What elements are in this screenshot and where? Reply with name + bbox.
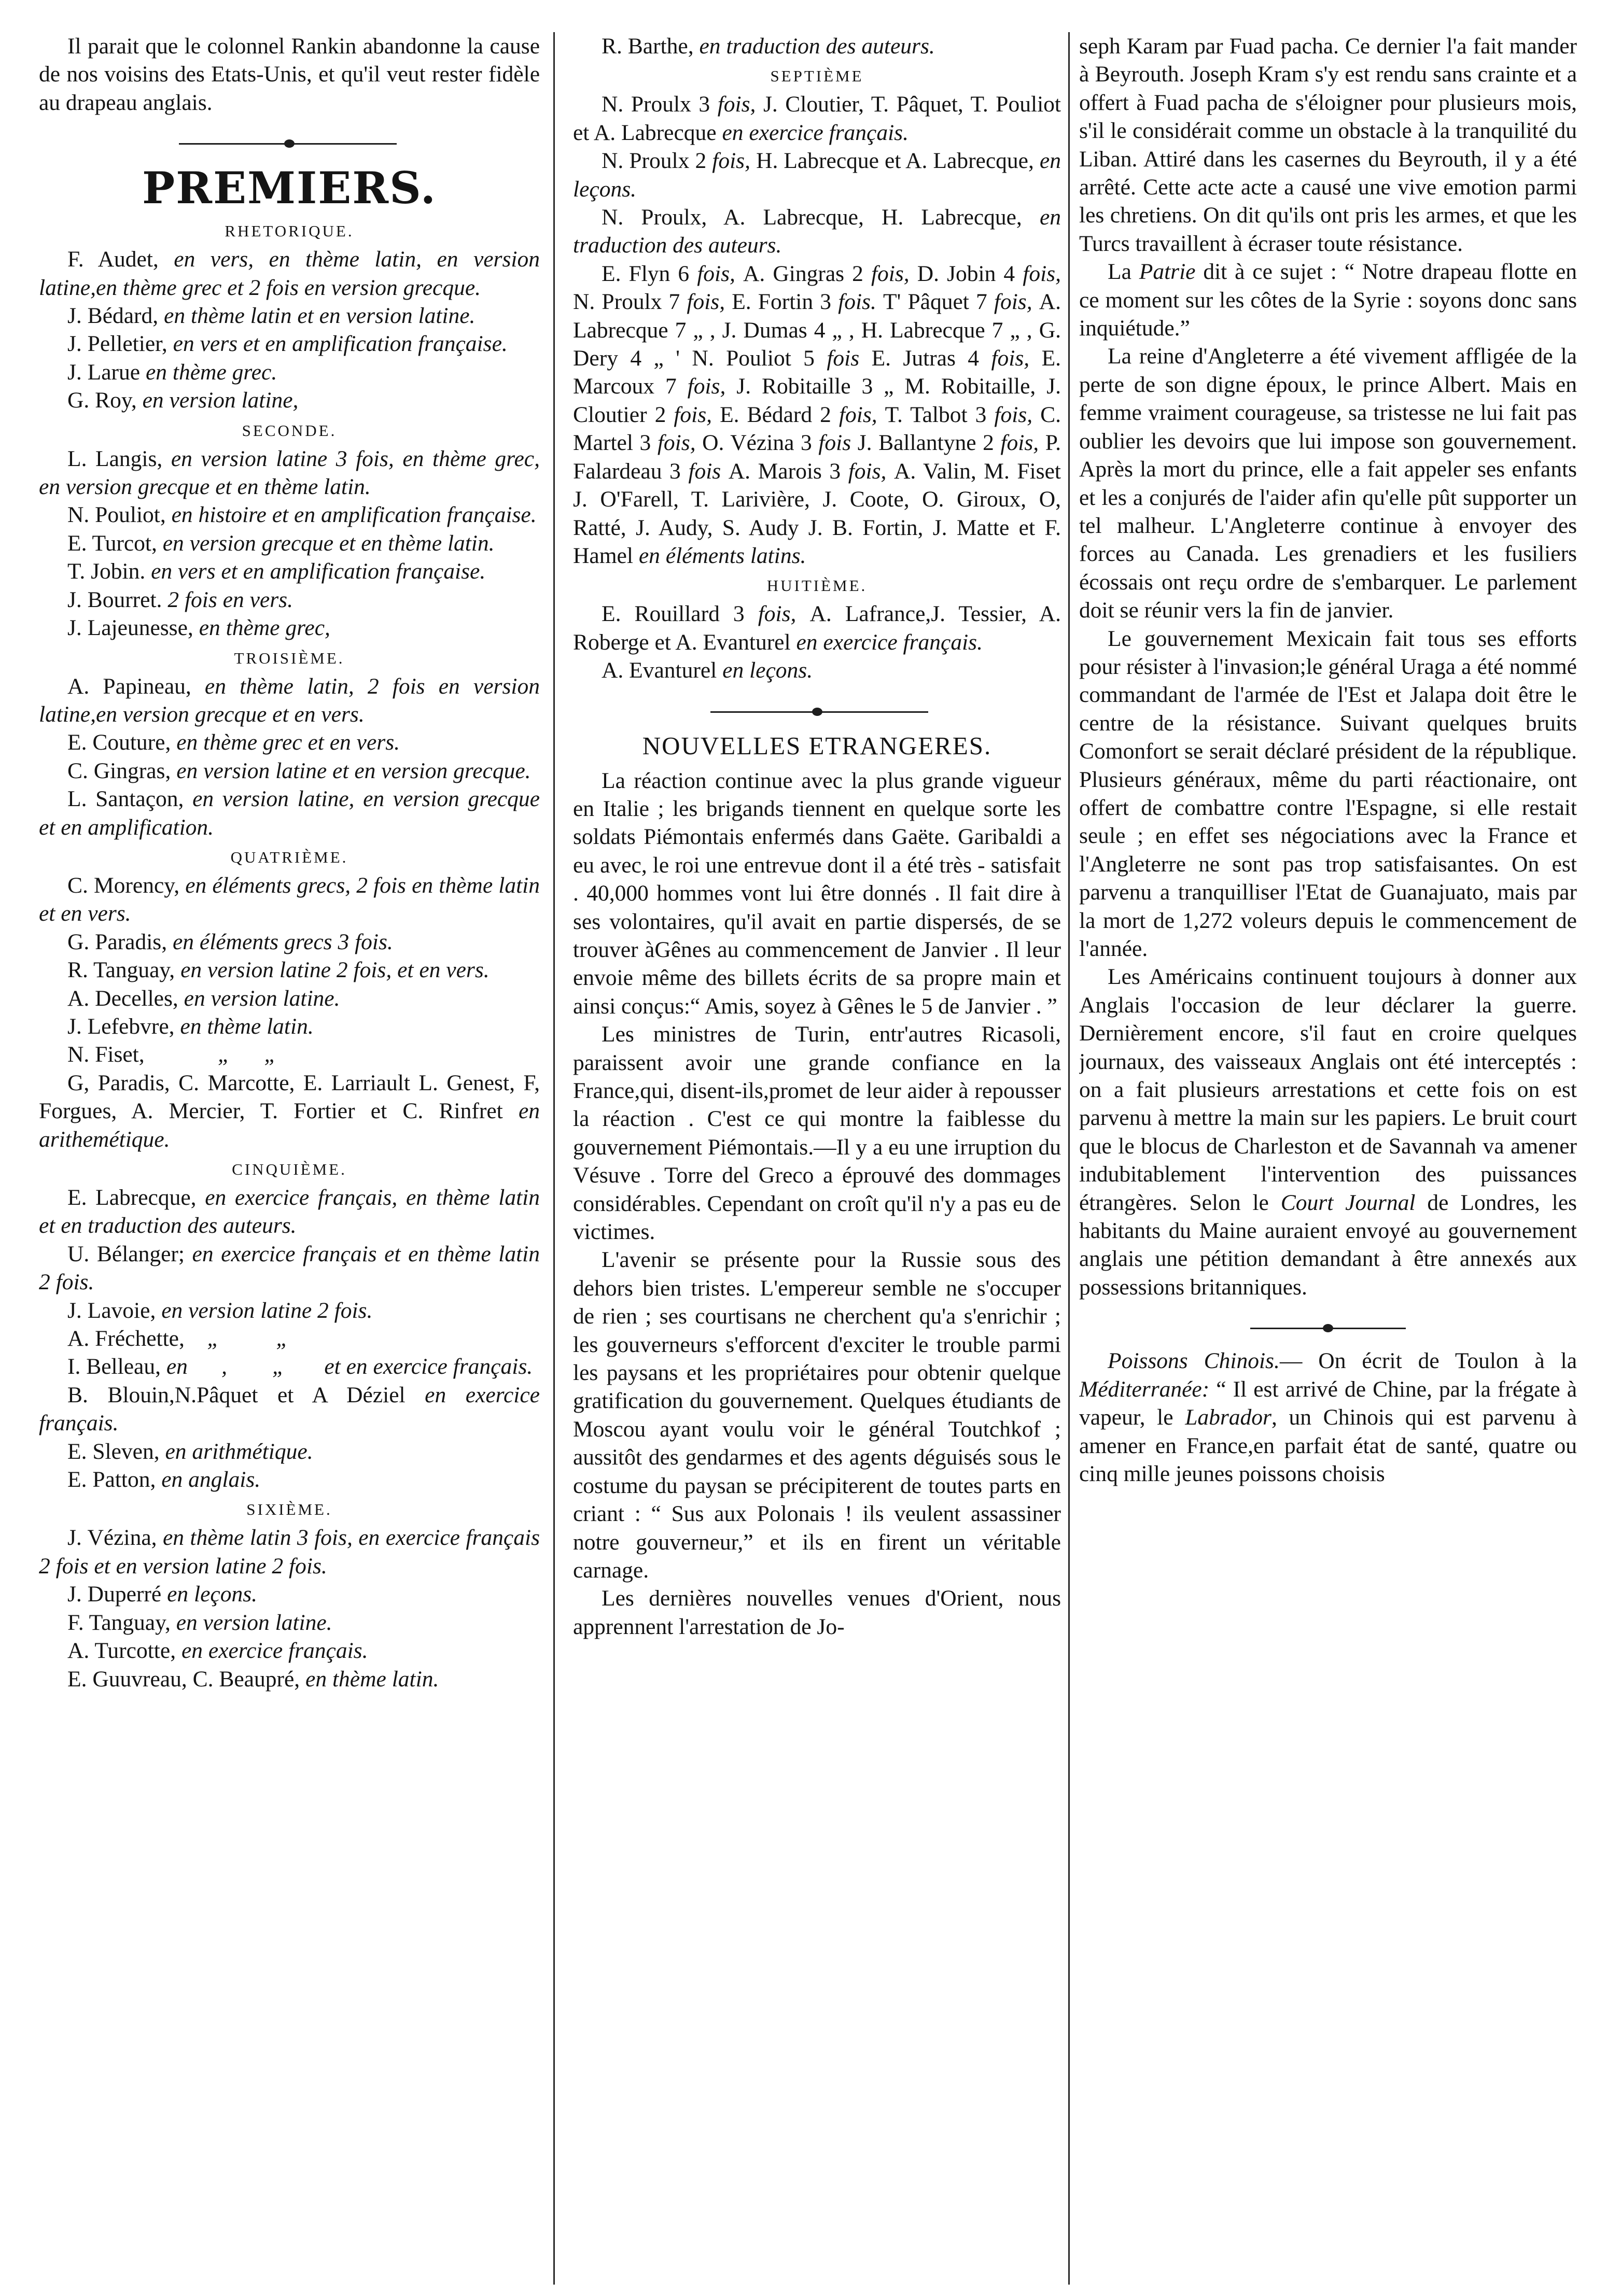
italic-text: fois, <box>758 601 810 627</box>
italic-text: Labrador <box>1185 1405 1271 1430</box>
list-item <box>39 501 540 529</box>
italic-text: fois, <box>848 458 894 484</box>
list-item <box>39 1381 540 1438</box>
list-item <box>39 358 540 386</box>
list-item <box>39 1297 540 1325</box>
entry-text: J. Larue <box>67 359 146 385</box>
entry-text: E. Fortin 3 <box>732 289 839 315</box>
entry-text: A. Gingras 2 <box>743 261 871 286</box>
list-item <box>39 386 540 414</box>
entry-text: E. Rouillard 3 <box>602 601 758 627</box>
italic-text: fois, <box>697 261 743 286</box>
italic-text: en version latine 2 fois, et en vers. <box>180 957 490 983</box>
entry-text: F. Tanguay, <box>67 1610 176 1635</box>
italic-text: fois, <box>839 402 885 427</box>
ornament-divider <box>1079 1319 1577 1337</box>
entry-text: H. Labrecque et A. Labrecque, <box>756 148 1040 174</box>
italic-text: fois. <box>838 289 883 315</box>
news-paragraph <box>1079 625 1577 963</box>
entry-text: J. Lavoie, <box>67 1298 162 1323</box>
prize-list-continued <box>573 32 1061 60</box>
list-item <box>39 728 540 756</box>
column-right <box>1079 32 1577 2285</box>
entry-text: D. Jobin 4 <box>917 261 1023 286</box>
entry-text: A. Fréchette, <box>67 1326 190 1351</box>
class-heading: SECONDE. <box>242 421 337 440</box>
italic-text: en leçons. <box>722 658 813 683</box>
entry-text: A. Papineau, <box>67 673 205 699</box>
entry-text: N. Pouliot, <box>67 502 172 528</box>
entry-text: E. Turcot, <box>67 530 163 556</box>
news-paragraph <box>1079 258 1577 342</box>
news-paragraph <box>1079 342 1577 624</box>
entry-text: seph Karam par Fuad pacha. Ce dernier l'a fait mander à Beyrouth. Joseph Kram s'y est rendu sans crainte et a offert à Fuad pacha de s'éloigner pour plusieurs mois, s'il le considérait comme un obstacle à la tranquilité du Liban. Attiré dans les casernes du Beyrouth, il y a été arrêté. Cette acte acte a causé une vive emotion parmi les chretiens. On dit qu'ils ont pris les armes, et que les Turcs travaillent à écraser toute résistance. <box>1079 34 1577 256</box>
italic-text: fois, <box>871 261 917 286</box>
italic-text: en exercice français et en thème latin 2 fois. <box>39 1241 540 1295</box>
list-item <box>573 32 1061 60</box>
italic-text: Court Journal <box>1280 1190 1416 1215</box>
list-item <box>39 1325 540 1353</box>
entry-text: B. Blouin,N.Pâquet et A Déziel <box>67 1382 425 1407</box>
list-item <box>39 956 540 984</box>
italic-text: en exercice français. <box>722 120 909 145</box>
italic-text: en version latine. <box>184 985 340 1011</box>
column-left <box>39 32 540 2285</box>
italic-text: Patrie <box>1139 259 1196 285</box>
list-item <box>39 1069 540 1153</box>
entry-text: U. Bélanger; <box>67 1241 192 1266</box>
entry-text: N. Proulx, A. Labrecque, H. Labrecque, <box>602 205 1040 230</box>
list-item <box>573 600 1061 656</box>
news-title: NOUVELLES ETRANGERES. <box>642 731 992 760</box>
entry-text: Le gouvernement Mexicain fait tous ses efforts pour résister à l'invasion;le général Uraga a été nommé commandant de l'armée de l'Est et Jalapa doit être le centre de la résistance. Suivant quelques bruits Comonfort se serait déclaré président de la république. Plusieurs généraux, même du parti réactionaire, ont offert de combattre contre l'Espagne, si elle restait seule ; en effet ses négociations avec la France et l'Angleterre ne sont pas trop satisfaisantes. On est parvenu a tranquilliser l'Etat de Guanajuato, mais par la mort de 1,272 voleurs depuis le commencement de l'année. <box>1079 626 1577 961</box>
entry-text: E. Patton, <box>67 1467 162 1492</box>
entry-text: J. Lefebvre, <box>67 1013 180 1039</box>
prize-list <box>573 63 1061 684</box>
section-title: PREMIERS. <box>142 162 437 214</box>
italic-text: en thème grec. <box>145 359 277 385</box>
italic-text: fois, <box>712 148 757 174</box>
entry-text: C. Gingras, <box>67 758 177 783</box>
italic-text: en version latine, <box>142 388 299 413</box>
italic-text: en traduction des auteurs. <box>573 205 1061 258</box>
italic-text: „ „ <box>150 1042 277 1067</box>
italic-text: en version latine et en version grecque. <box>176 758 531 783</box>
italic-text: en version latine. <box>176 1610 332 1635</box>
entry-text: E. Marcoux 7 <box>573 346 1061 399</box>
entry-text: J. Cloutier, T. Pâquet, T. Pouliot et A. Labrecque <box>573 92 1061 145</box>
news-article <box>573 767 1061 1641</box>
news-paragraph: L'avenir se présente pour la Russie sous des dehors bien tristes. L'empereur semble ne s'occuper de rien ; ses courtisans ne cherchent qu'a s'enrichir ; les gouverneurs s'efforcent d'exciter le trouble parmi les paysans et les propriétaires pour obtenir quelque gratification du gouvernement. Quelques étudiants de Moscou ayant voulu voir le général Toutchkof ; aussitôt des gendarmes et des agents déguisés sous le costume du paysan se précipiterent de toutes parts en criant : “ Sus aux Polonais ! ils veulent assassiner notre gouverneur,” et ils en firent un véritable carnage. <box>573 1247 1061 1583</box>
list-item <box>39 1609 540 1637</box>
entry-text: J. Duperré <box>67 1582 167 1607</box>
italic-text: „ „ <box>190 1326 289 1351</box>
italic-text: en exercice français, en thème latin et en traduction des auteurs. <box>39 1185 540 1238</box>
entry-text: N. Fiset, <box>67 1042 150 1067</box>
class-heading: TROISIÈME. <box>234 649 345 667</box>
list-item <box>573 147 1061 203</box>
italic-text: 2 fois en vers. <box>167 587 293 612</box>
list-item <box>39 1665 540 1693</box>
italic-text: fois <box>818 430 858 456</box>
italic-text: en arithemétique. <box>39 1098 540 1152</box>
italic-text: en version latine 2 fois. <box>161 1298 373 1323</box>
list-item <box>39 445 540 501</box>
list-item <box>39 1524 540 1580</box>
entry-text: A. Lafrance,J. Tessier, A. Roberge et A. Evanturel <box>573 601 1061 655</box>
list-item <box>39 1240 540 1297</box>
entry-text: J. Robitaille 3 „ M. Robitaille, J. Cloutier 2 <box>573 374 1061 427</box>
ornament-divider <box>573 702 1061 721</box>
entry-text: G. Paradis, <box>67 929 173 954</box>
entry-text: N. Proulx 7 <box>573 289 687 315</box>
italic-text: en thème latin. <box>180 1013 314 1039</box>
column-rule <box>553 32 555 2285</box>
list-item <box>39 1040 540 1068</box>
entry-text: de Londres, les habitants du Maine auraient envoyé au gouvernement anglais une pétition demandant à être annexés aux possessions britanniques. <box>1079 1190 1577 1300</box>
list-item <box>39 557 540 585</box>
entry-text: N. Proulx 3 <box>602 92 718 117</box>
list-item <box>39 1353 540 1381</box>
entry-text: J. Vézina, <box>67 1525 163 1551</box>
italic-text: fois, <box>991 346 1042 371</box>
entry-text: G. Roy, <box>67 388 143 413</box>
entry-text: E. Bédard 2 <box>720 402 839 427</box>
italic-text: en traduction des auteurs. <box>699 34 935 59</box>
list-item <box>39 757 540 785</box>
news-paragraph: Les dernières nouvelles venues d'Orient, nous apprennent l'arrestation de Jo- <box>573 1586 1061 1639</box>
italic-text: en thème grec, <box>199 615 330 641</box>
entry-text: A. Labrecque 7 „ , J. Dumas 4 „ , H. Labrecque 7 „ , G. Dery 4 „ ' N. Pouliot 5 <box>573 289 1061 371</box>
italic-text: en arithmétique. <box>165 1439 313 1464</box>
list-item <box>39 785 540 841</box>
list-item <box>39 928 540 956</box>
entry-text: E. Sleven, <box>67 1439 165 1464</box>
list-item <box>39 614 540 642</box>
entry-text: Les Américains continuent toujours à donner aux Anglais l'occasion de leur déclarer la guerre. Dernièrement encore, s'il faut en croire quelques journaux, des vaisseaux Anglais ont été interceptés : on a fait plusieurs arrestations et cette fois on est parvenu à mettre la main sur les papiers. Le bruit court que le blocus de Charleston et de Savannah va amener indubitablement l'intervention des puissances étrangères. Selon le <box>1079 964 1577 1215</box>
list-item <box>39 302 540 330</box>
column-middle <box>573 32 1061 2285</box>
italic-text: en version grecque et en thème latin. <box>162 530 495 556</box>
entry-text: R. Barthe, <box>602 34 700 59</box>
entry-text: — On écrit de Toulon à la <box>1279 1348 1577 1374</box>
entry-text: C. Morency, <box>67 872 186 898</box>
entry-text: E. Couture, <box>67 730 177 755</box>
entry-text: J. Lajeunesse, <box>67 615 199 641</box>
entry-text: T. Jobin. <box>67 559 151 584</box>
entry-text: , un Chinois qui est parvenu à amener en France,en parfait état de santé, quatre ou cinq mille jeunes poissons choisis <box>1079 1405 1577 1486</box>
entry-text: J. Bédard, <box>67 303 164 329</box>
news-paragraph <box>1079 963 1577 1301</box>
italic-text: en , „ et en exercice français. <box>166 1354 533 1379</box>
italic-text: en anglais. <box>161 1467 261 1492</box>
ornament-divider <box>39 134 540 153</box>
italic-text: en éléments grecs, 2 fois en thème latin et en vers. <box>39 872 540 926</box>
news-paragraph: Les ministres de Turin, entr'autres Ricasoli, paraissent avoir une grande confiance en la France,qui, disent-ils,promet de leur aider à repousser la réaction . C'est ce qui montre la faiblesse du gouvernement Piémontais.—Il y a eu une irruption du Vésuve . Torre del Greco a éprouvé des dommages considérables. Cependant on croît qu'il n'y a pas eu de victimes. <box>573 1022 1061 1245</box>
list-item <box>39 529 540 557</box>
entry-text: J. Ballantyne 2 <box>857 430 1001 456</box>
entry-text: T' Pâquet 7 <box>883 289 994 315</box>
entry-text: “ Il est arrivé de Chine, par la frégate à vapeur, le <box>1079 1376 1577 1430</box>
italic-text: en exercice français. <box>39 1382 540 1436</box>
entry-text: J. Pelletier, <box>67 331 173 357</box>
class-heading: RHETORIQUE. <box>225 222 354 241</box>
italic-text: en leçons. <box>167 1582 257 1607</box>
class-heading: SIXIÈME. <box>246 1500 332 1519</box>
list-item <box>573 260 1061 570</box>
entry-text: P. Falardeau 3 <box>573 430 1061 484</box>
italic-text: en thème latin 3 fois, en exercice français 2 fois et en version latine 2 fois. <box>39 1525 540 1579</box>
list-item <box>39 871 540 928</box>
entry-text: La reine d'Angleterre a été vivement affligée de la perte de son digne époux, le prince Albert. Mais en femme vraiment courageuse, sa tristesse ne lui fait pas oublier les devoirs que lui impose son gouvernement. Après la mort du prince, elle a fait appeler ses enfants et les a conjurés de l'aider afin qu'elle pût supporter un tel malheur. L'Angleterre continue à envoyer des forces au Canada. Les grenadiers et les fusiliers écossais ont reçu ordre de s'embarquer. Le parlement doit se réunir vers la fin de janvier. <box>1079 344 1577 623</box>
entry-text: G, Paradis, C. Marcotte, E. Larriault L. Genest, F, Forgues, A. Mercier, T. Fortier et C. Rinfret <box>39 1070 540 1124</box>
list-item <box>39 1184 540 1240</box>
list-item <box>573 90 1061 147</box>
italic-text: Poissons Chinois. <box>1108 1348 1280 1374</box>
entry-text: O. Vézina 3 <box>702 430 819 456</box>
class-heading: QUATRIÈME. <box>230 848 348 866</box>
italic-text: en leçons. <box>573 148 1061 202</box>
italic-text: fois, <box>1023 261 1061 286</box>
italic-text: en vers, en thème latin, en version latine,en thème grec et 2 fois en version grecque. <box>39 247 540 300</box>
list-item <box>573 656 1061 684</box>
class-heading: HUITIÈME. <box>766 576 868 595</box>
list-item <box>39 984 540 1012</box>
class-heading: CINQUIÈME. <box>232 1160 347 1178</box>
entry-text: A. Valin, M. Fiset J. O'Farell, T. Larivière, J. Coote, O. Giroux, O, Ratté, J. Audy, S. Audy J. B. Fortin, J. Matte et F. Hamel <box>573 458 1061 568</box>
italic-text: fois, <box>687 374 737 399</box>
italic-text: en thème latin et en version latine. <box>164 303 476 329</box>
italic-text: en éléments latins. <box>638 543 806 568</box>
entry-text: E. Jutras 4 <box>871 346 991 371</box>
entry-text: J. Bourret. <box>67 587 168 612</box>
class-heading: SEPTIÈME <box>770 67 864 86</box>
italic-text: en éléments grecs 3 fois. <box>172 929 393 954</box>
entry-text: E. Labrecque, <box>67 1185 205 1210</box>
entry-text: E. Guuvreau, C. Beaupré, <box>67 1666 306 1692</box>
list-item <box>39 1438 540 1466</box>
news-paragraph <box>1079 32 1577 258</box>
news-article-continued <box>1079 32 1577 1301</box>
italic-text: en thème latin. <box>305 1666 439 1692</box>
news-article <box>1079 1347 1577 1488</box>
list-item <box>39 672 540 729</box>
list-item <box>39 245 540 302</box>
italic-text: en version latine 3 fois, en thème grec, en version grecque et en thème latin. <box>39 446 540 500</box>
entry-text: N. Proulx 2 <box>602 148 712 174</box>
list-item <box>573 203 1061 260</box>
entry-text: E. Flyn 6 <box>602 261 697 286</box>
entry-text: A. Marois 3 <box>728 458 848 484</box>
italic-text: en histoire et en amplification française. <box>171 502 537 528</box>
news-paragraph: La réaction continue avec la plus grande vigueur en Italie ; les brigands tiennent en quelque sorte les soldats Piémontais enfermés dans Gaëte. Garibaldi a eu avec, le roi une entrevue dont il a été très - satisfait . 40,000 hommes vont lui être donnés . Il fait dire à ses volontaires, qu'il avait en partie dispersés, de se trouver àGênes au commencement de Janvier . Il leur envoie même des billets écrits de sa propre main et ainsi conçus:“ Amis, soyez à Gênes le 5 de Janvier . ” <box>573 768 1061 1019</box>
list-item <box>39 330 540 358</box>
entry-text: T. Talbot 3 <box>885 402 995 427</box>
italic-text: fois, <box>717 92 763 117</box>
italic-text: fois, <box>657 430 703 456</box>
italic-text: fois, <box>1000 430 1045 456</box>
italic-text: fois, <box>994 402 1041 427</box>
column-rule <box>1068 32 1070 2285</box>
prize-list <box>39 218 540 1693</box>
italic-text: Méditerranée: <box>1079 1376 1210 1402</box>
entry-text: R. Tanguay, <box>67 957 181 983</box>
list-item <box>39 1012 540 1040</box>
italic-text: fois, <box>994 289 1039 315</box>
intro-paragraph: Il parait que le colonnel Rankin abandonne la cause de nos voisins des Etats-Unis, et qu'il veut rester fidèle au drapeau anglais. <box>39 34 540 115</box>
list-item <box>39 1466 540 1494</box>
italic-text: en vers et en amplification française. <box>151 559 486 584</box>
italic-text: en vers et en amplification française. <box>173 331 508 357</box>
list-item <box>39 1637 540 1665</box>
entry-text: L. Langis, <box>67 446 171 471</box>
italic-text: en thème latin, 2 fois en version latine,en version grecque et en vers. <box>39 673 540 727</box>
entry-text: F. Audet, <box>67 247 174 272</box>
list-item <box>39 1580 540 1608</box>
italic-text: en thème grec et en vers. <box>176 730 400 755</box>
entry-text: A. Turcotte, <box>67 1638 181 1664</box>
italic-text: en exercice français. <box>181 1638 368 1664</box>
entry-text: C. Martel 3 <box>573 402 1061 456</box>
italic-text: en version latine, en version grecque et en amplification. <box>39 786 540 840</box>
italic-text: fois <box>827 346 872 371</box>
news-paragraph <box>1079 1347 1577 1488</box>
entry-text: A. Evanturel <box>602 658 723 683</box>
italic-text: fois, <box>687 289 732 315</box>
entry-text: La <box>1108 259 1139 285</box>
italic-text: fois <box>688 458 729 484</box>
entry-text: I. Belleau, <box>67 1354 166 1379</box>
entry-text: dit à ce sujet : “ Notre drapeau flotte en ce moment sur les côtes de la Syrie : soyons donc sans inquiétude.” <box>1079 259 1577 341</box>
entry-text: L. Santaçon, <box>67 786 193 812</box>
italic-text: en exercice français. <box>796 629 983 655</box>
entry-text: A. Decelles, <box>67 985 184 1011</box>
list-item <box>39 586 540 614</box>
italic-text: fois, <box>674 402 720 427</box>
